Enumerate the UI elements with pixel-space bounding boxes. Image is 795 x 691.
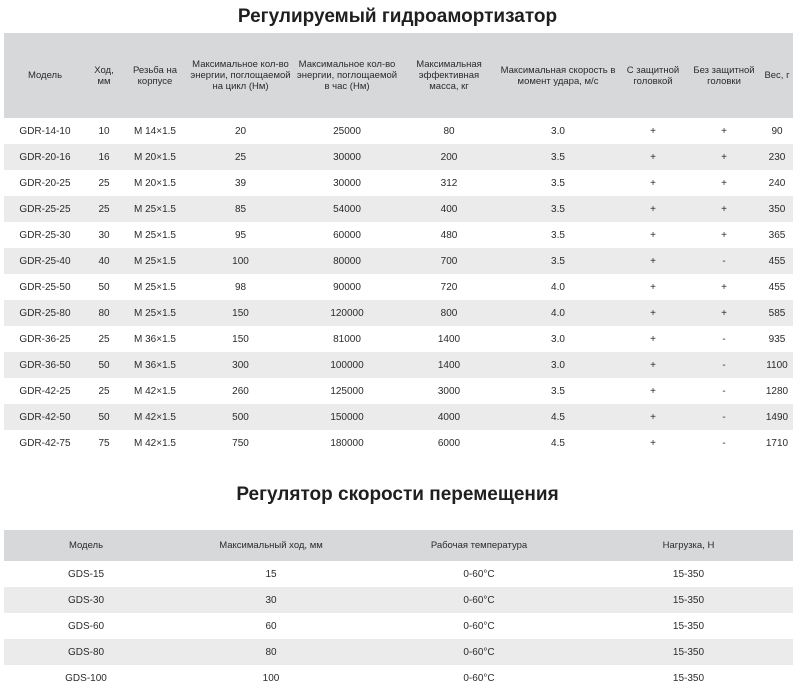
table-cell: 20 (188, 118, 293, 144)
table-cell: 260 (188, 378, 293, 404)
table-cell: M 20×1.5 (122, 170, 188, 196)
table-cell: 1710 (761, 430, 793, 456)
col-header-model: Модель (4, 33, 86, 118)
col-header-weight: Вес, г (761, 33, 793, 118)
table-cell: 30 (168, 587, 374, 613)
table-cell: 98 (188, 274, 293, 300)
table-cell: 180000 (293, 430, 401, 456)
table-cell: M 36×1.5 (122, 326, 188, 352)
table-cell: + (687, 222, 761, 248)
table-cell: GDR-36-50 (4, 352, 86, 378)
table-cell: M 25×1.5 (122, 222, 188, 248)
table-cell: 6000 (401, 430, 497, 456)
table-row (4, 613, 793, 639)
table-row (4, 222, 793, 248)
table-cell: GDR-14-10 (4, 118, 86, 144)
table-cell: M 14×1.5 (122, 118, 188, 144)
table-cell: 4.0 (497, 274, 619, 300)
table-cell: 15-350 (584, 561, 793, 587)
table-cell: 350 (761, 196, 793, 222)
table-cell: 54000 (293, 196, 401, 222)
table-row (4, 170, 793, 196)
table-row (4, 639, 793, 665)
table-cell: 3.5 (497, 144, 619, 170)
table-cell: 750 (188, 430, 293, 456)
table-cell: 200 (401, 144, 497, 170)
table-cell: + (619, 404, 687, 430)
table-cell: 3.5 (497, 170, 619, 196)
table-cell: GDR-42-25 (4, 378, 86, 404)
col-header-without-cap: Без защитной головки (687, 33, 761, 118)
col-header-energy-per-cycle: Максимальное кол-во энергии, поглощаемой на цикл (Нм) (188, 33, 293, 118)
col-header-effective-mass: Максимальная эффективная масса, кг (401, 33, 497, 118)
table-cell: - (687, 430, 761, 456)
table-cell: 15-350 (584, 639, 793, 665)
table-cell: 15-350 (584, 665, 793, 691)
table-cell: 0-60°C (374, 665, 584, 691)
table-cell: 80000 (293, 248, 401, 274)
table-cell: 0-60°C (374, 613, 584, 639)
table-cell: + (619, 326, 687, 352)
table-cell: 1400 (401, 326, 497, 352)
table-cell: + (619, 352, 687, 378)
table-cell: 480 (401, 222, 497, 248)
table-cell: 1280 (761, 378, 793, 404)
table-row (4, 587, 793, 613)
table-cell: 3000 (401, 378, 497, 404)
table-cell: 585 (761, 300, 793, 326)
table-cell: + (619, 222, 687, 248)
speed-regulator-header-row (4, 530, 793, 561)
shock-absorber-title: Регулируемый гидроамортизатор (237, 6, 558, 27)
table-cell: 150 (188, 300, 293, 326)
table-cell: 25 (86, 378, 122, 404)
table-cell: 1100 (761, 352, 793, 378)
table-cell: GDR-20-16 (4, 144, 86, 170)
table-row (4, 248, 793, 274)
table-row (4, 430, 793, 456)
table-cell: + (619, 248, 687, 274)
table-cell: GDR-42-50 (4, 404, 86, 430)
table-cell: 15-350 (584, 587, 793, 613)
col-header-model: Модель (4, 530, 168, 561)
table-cell: 125000 (293, 378, 401, 404)
table-cell: 312 (401, 170, 497, 196)
table-cell: 15-350 (584, 613, 793, 639)
table-cell: 455 (761, 274, 793, 300)
table-cell: 81000 (293, 326, 401, 352)
table-cell: M 25×1.5 (122, 196, 188, 222)
table-cell: 30 (86, 222, 122, 248)
table-row (4, 665, 793, 691)
table-cell: 3.5 (497, 222, 619, 248)
table-cell: 25 (86, 170, 122, 196)
table-cell: GDS-100 (4, 665, 168, 691)
table-cell: 150000 (293, 404, 401, 430)
table-cell: 50 (86, 404, 122, 430)
table-cell: 3.0 (497, 352, 619, 378)
table-cell: + (619, 274, 687, 300)
table-cell: M 20×1.5 (122, 144, 188, 170)
table-cell: + (619, 300, 687, 326)
table-cell: + (687, 144, 761, 170)
table-cell: 0-60°C (374, 639, 584, 665)
table-cell: + (687, 196, 761, 222)
table-row (4, 274, 793, 300)
col-header-impact-speed: Максимальная скорость в момент удара, м/с (497, 33, 619, 118)
table-cell: 25 (86, 326, 122, 352)
table-cell: 0-60°C (374, 587, 584, 613)
table-cell: 4.5 (497, 404, 619, 430)
table-cell: 80 (86, 300, 122, 326)
table-cell: 3.5 (497, 196, 619, 222)
table-cell: 455 (761, 248, 793, 274)
col-header-max-stroke: Максимальный ход, мм (168, 530, 374, 561)
table-cell: 39 (188, 170, 293, 196)
table-cell: 85 (188, 196, 293, 222)
table-cell: 90000 (293, 274, 401, 300)
table-cell: + (619, 196, 687, 222)
table-row (4, 378, 793, 404)
col-header-thread: Резьба на корпусе (122, 33, 188, 118)
table-cell: GDR-25-40 (4, 248, 86, 274)
table-cell: - (687, 378, 761, 404)
table-cell: 3.5 (497, 378, 619, 404)
table-cell: M 25×1.5 (122, 300, 188, 326)
table-cell: + (687, 118, 761, 144)
table-cell: 120000 (293, 300, 401, 326)
table-cell: GDR-20-25 (4, 170, 86, 196)
table-cell: 100000 (293, 352, 401, 378)
speed-regulator-table (4, 530, 793, 691)
table-cell: 4.5 (497, 430, 619, 456)
table-cell: 150 (188, 326, 293, 352)
table-cell: 75 (86, 430, 122, 456)
table-cell: 3.5 (497, 248, 619, 274)
table-cell: + (619, 378, 687, 404)
table-cell: 25 (86, 196, 122, 222)
table-cell: 800 (401, 300, 497, 326)
table-cell: 4000 (401, 404, 497, 430)
col-header-temperature: Рабочая температура (374, 530, 584, 561)
table-cell: M 42×1.5 (122, 378, 188, 404)
table-cell: + (619, 144, 687, 170)
table-cell: 4.0 (497, 300, 619, 326)
table-cell: M 25×1.5 (122, 274, 188, 300)
table-cell: 50 (86, 352, 122, 378)
table-cell: + (619, 430, 687, 456)
table-cell: 935 (761, 326, 793, 352)
table-cell: 60000 (293, 222, 401, 248)
col-header-energy-per-hour: Максимальное кол-во энергии, поглощаемой в час (Нм) (293, 33, 401, 118)
table-cell: GDR-36-25 (4, 326, 86, 352)
table-cell: 60 (168, 613, 374, 639)
table-cell: GDR-25-80 (4, 300, 86, 326)
table-cell: GDR-25-30 (4, 222, 86, 248)
table-cell: 10 (86, 118, 122, 144)
table-cell: 1400 (401, 352, 497, 378)
table-cell: - (687, 404, 761, 430)
table-cell: 1490 (761, 404, 793, 430)
table-row (4, 326, 793, 352)
table-row (4, 196, 793, 222)
table-row (4, 118, 793, 144)
col-header-with-cap: С защитной головкой (619, 33, 687, 118)
table-cell: + (687, 274, 761, 300)
table-cell: GDR-25-25 (4, 196, 86, 222)
table-cell: 16 (86, 144, 122, 170)
table-row (4, 404, 793, 430)
table-cell: GDS-80 (4, 639, 168, 665)
table-cell: 100 (168, 665, 374, 691)
table-cell: 700 (401, 248, 497, 274)
table-cell: 25000 (293, 118, 401, 144)
table-cell: GDS-60 (4, 613, 168, 639)
table-row (4, 561, 793, 587)
table-cell: GDR-25-50 (4, 274, 86, 300)
table-cell: + (687, 170, 761, 196)
speed-regulator-title: Регулятор скорости перемещения (236, 484, 559, 505)
shock-absorber-header-row (4, 33, 793, 118)
table-cell: GDS-15 (4, 561, 168, 587)
table-cell: GDS-30 (4, 587, 168, 613)
table-cell: 230 (761, 144, 793, 170)
table-cell: 15 (168, 561, 374, 587)
table-cell: - (687, 248, 761, 274)
table-cell: 240 (761, 170, 793, 196)
table-cell: 720 (401, 274, 497, 300)
table-cell: + (619, 118, 687, 144)
table-cell: 500 (188, 404, 293, 430)
table-cell: 100 (188, 248, 293, 274)
table-cell: M 25×1.5 (122, 248, 188, 274)
table-row (4, 352, 793, 378)
table-cell: 300 (188, 352, 293, 378)
table-cell: + (687, 300, 761, 326)
table-cell: 3.0 (497, 326, 619, 352)
table-cell: 95 (188, 222, 293, 248)
table-cell: 0-60°C (374, 561, 584, 587)
table-cell: 40 (86, 248, 122, 274)
table-cell: 80 (168, 639, 374, 665)
table-cell: M 42×1.5 (122, 430, 188, 456)
table-cell: M 36×1.5 (122, 352, 188, 378)
table-cell: - (687, 326, 761, 352)
table-row (4, 300, 793, 326)
col-header-stroke: Ход, мм (86, 33, 122, 118)
table-cell: 365 (761, 222, 793, 248)
table-cell: M 42×1.5 (122, 404, 188, 430)
table-cell: 30000 (293, 144, 401, 170)
table-cell: 90 (761, 118, 793, 144)
table-row (4, 144, 793, 170)
table-cell: 3.0 (497, 118, 619, 144)
col-header-load: Нагрузка, Н (584, 530, 793, 561)
shock-absorber-table (4, 33, 793, 456)
table-cell: 400 (401, 196, 497, 222)
table-cell: 80 (401, 118, 497, 144)
table-cell: 50 (86, 274, 122, 300)
table-cell: + (619, 170, 687, 196)
table-cell: GDR-42-75 (4, 430, 86, 456)
table-cell: 25 (188, 144, 293, 170)
table-cell: 30000 (293, 170, 401, 196)
table-cell: - (687, 352, 761, 378)
